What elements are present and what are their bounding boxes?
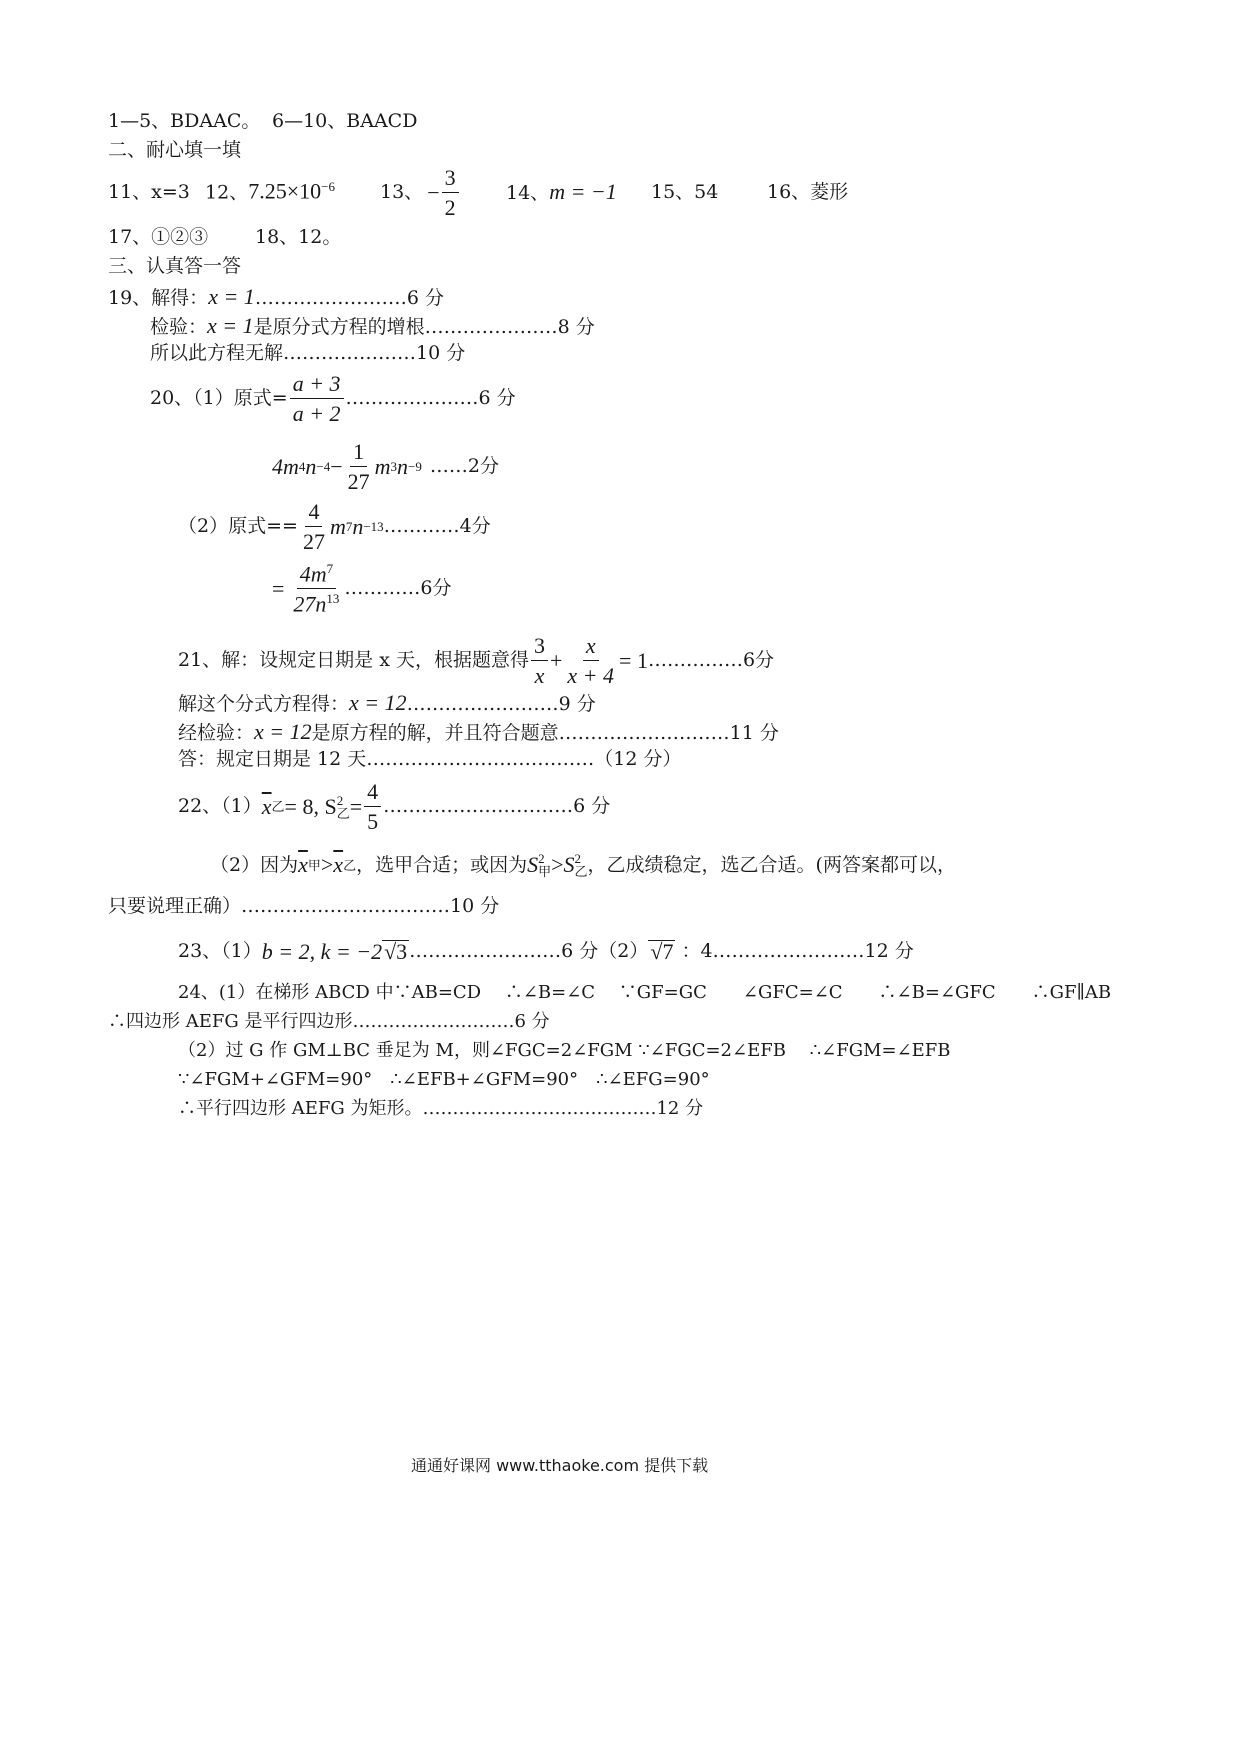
q24-line-2: ∴四边形 AEFG 是平行四边形………………………6 分	[108, 1011, 550, 1032]
answers-1-5: 1—5、BDAAC。	[108, 110, 261, 132]
answer-11: 11、x=3	[108, 181, 190, 203]
answers-6-10: 6—10、BAACD	[272, 110, 418, 132]
q24-line-4: ∵∠FGM+∠GFM=90° ∴∠EFB+∠GFM=90° ∴∠EFG=90°	[178, 1069, 710, 1090]
answer-16: 16、菱形	[767, 181, 849, 203]
page-footer: 通通好课网 www.tthaoke.com 提供下载	[411, 1456, 709, 1475]
q23: 23、（1） b = 2, k = −2 √3 ……………………6 分（2） √7 ：4……………………12 分	[178, 938, 914, 964]
answer-18: 18、12。	[255, 226, 342, 248]
q22-part-2: （2）因为 $\overline{x}$ 甲 > $\overline{x}$ 乙 ，选甲合适；或因为 S 2 甲 > S 2 乙 ，乙成绩稳定，选乙合适。(两答案都可以，	[210, 851, 956, 879]
q19-line-3: 所以此方程无解…………………10 分	[150, 342, 466, 364]
q21-line-1: 21、解：设规定日期是 x 天，根据题意得 $\frac{3}{x}$ + $\frac{x}{x + 4}$ = 1 ……………6分	[178, 633, 775, 689]
answer-14: 14、m = −1	[506, 179, 617, 204]
q20-part-2: （2）原式== $\frac{4}{27}$ m 7 n −13 …………4分	[178, 499, 491, 555]
q21-line-3: 经检验：x = 12是原方程的解，并且符合题意………………………11 分	[178, 719, 779, 744]
fraction-3-2: $\frac{3}{2}$	[442, 166, 459, 219]
q22-line-3: 只要说理正确）……………………………10 分	[108, 895, 500, 917]
q24-line-1: 24、(1）在梯形 ABCD 中∵AB=CD ∴∠B=∠C ∵GF=GC ∠GFC=∠C ∴∠B=∠GFC ∴GF∥AB	[178, 982, 1112, 1003]
q20-step-3: = $\frac{4m^7}{27n^{13}}$ …………6分	[272, 561, 452, 617]
sqrt-3: √3	[384, 939, 408, 964]
q19-line-2: 检验：x = 1是原分式方程的增根…………………8 分	[150, 313, 595, 338]
answer-12: 12、$7.25\times 10^{-6}$	[205, 178, 335, 204]
q22-part-1: 22、（1） $\overline{x}$ 乙 = 8, S 2 乙 = $\frac{4}{5}$ …………………………6 分	[178, 779, 611, 835]
answer-13: 13、 − $\frac{3}{2}$	[380, 166, 461, 219]
q21-line-4: 答：规定日期是 12 天………………………………（12 分）	[178, 748, 682, 770]
q21-line-2: 解这个分式方程得：x = 12……………………9 分	[178, 690, 596, 715]
answer-17: 17、①②③	[108, 226, 209, 248]
section-3-heading: 三、认真答一答	[108, 255, 242, 277]
q19-line-1: 19、解得：x = 1……………………6 分	[108, 284, 444, 309]
q20-step-1: 4m 4 n −4 − $\frac{1}{27}$ m 3 n −9 ……2分	[272, 439, 499, 495]
q24-line-3: （2）过 G 作 GM⊥BC 垂足为 M，则∠FGC=2∠FGM ∵∠FGC=2∠EFB ∴∠FGM=∠EFB	[178, 1040, 951, 1061]
sqrt-7: √7	[650, 939, 674, 964]
q20-part-1: 20、（1）原式= $\frac{a + 3}{a + 2}$ …………………6 分	[150, 371, 516, 427]
q24-line-5: ∴平行四边形 AEFG 为矩形。…………………………………12 分	[178, 1098, 704, 1119]
section-2-heading: 二、耐心填一填	[108, 139, 242, 161]
answer-15: 15、54	[651, 181, 719, 203]
